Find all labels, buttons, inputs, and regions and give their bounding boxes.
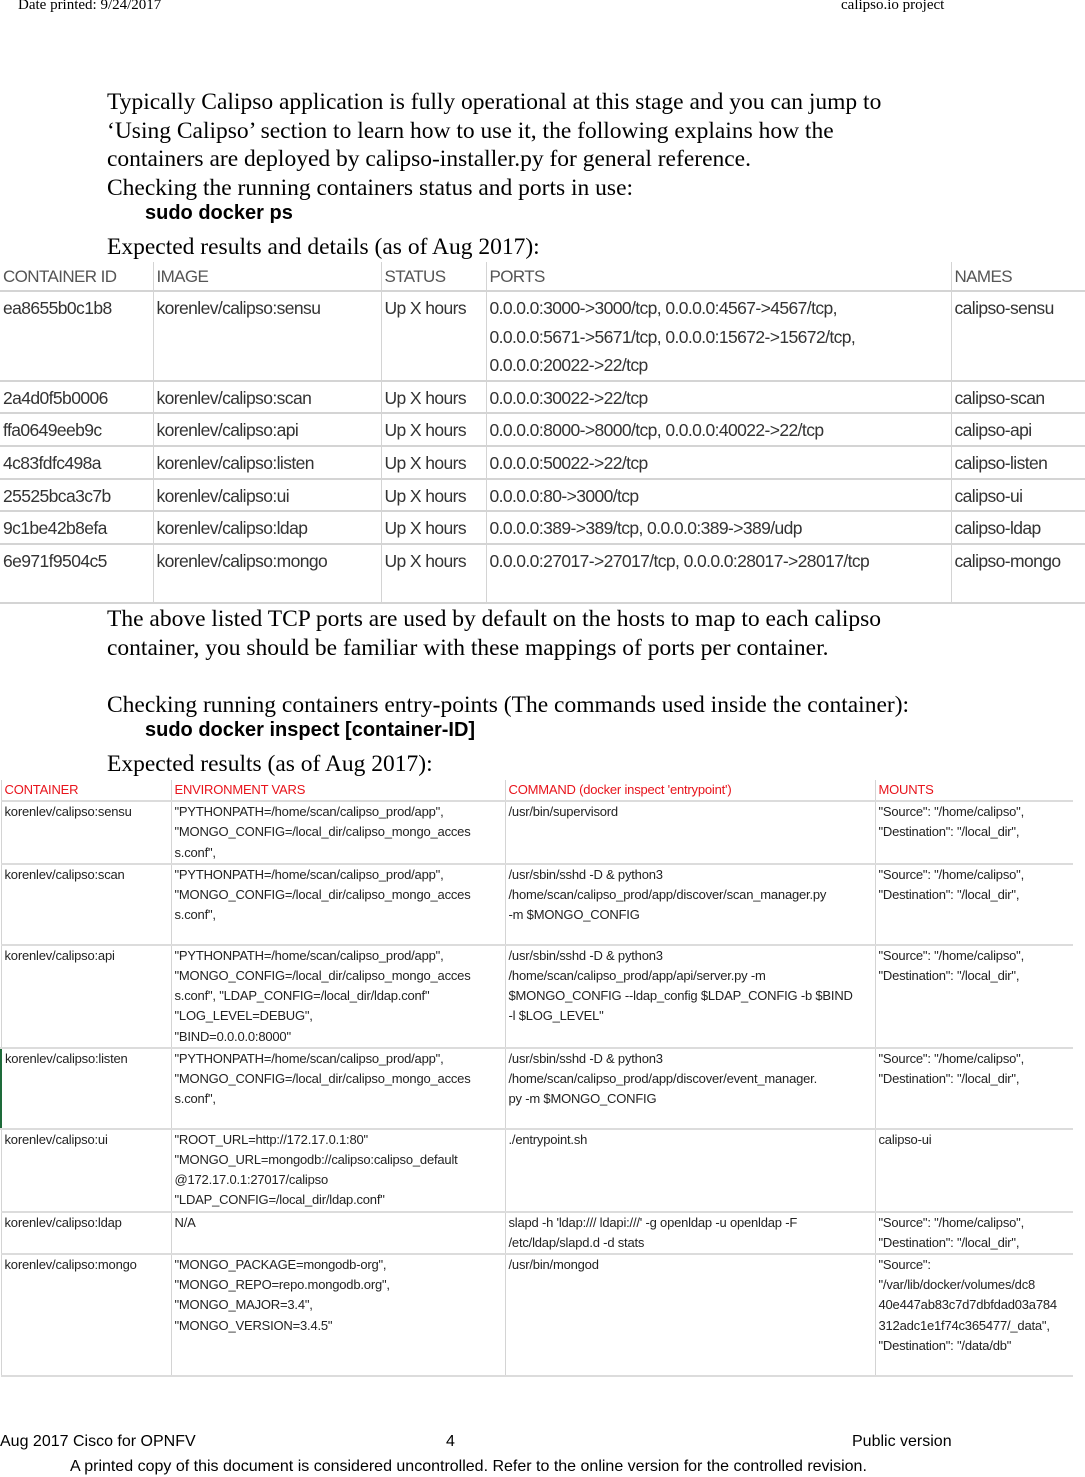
entrypoints-intro: Checking running containers entry-points (The commands used inside the container): (107, 692, 910, 718)
table-cell: calipso-ui (875, 1129, 1073, 1212)
table-cell: /usr/bin/mongod (505, 1254, 875, 1376)
page-number: 4 (446, 1433, 455, 1450)
table-cell: "PYTHONPATH=/home/scan/calipso_prod/app", "MONGO_CONFIG=/local_dir/calipso_mongo_acces s.conf", (171, 801, 505, 864)
table-cell: Up X hours (381, 413, 486, 446)
table-cell: korenlev/calipso:api (153, 413, 381, 446)
column-header: COMMAND (docker inspect 'entrypoint') (505, 780, 875, 801)
table-row (0, 446, 1085, 479)
table-cell: korenlev/calipso:listen (1, 1048, 171, 1129)
table-cell: calipso-mongo (951, 544, 1085, 603)
table-cell: 0.0.0.0:30022->22/tcp (486, 381, 951, 414)
footer-left: Aug 2017 Cisco for OPNFV (0, 1433, 196, 1450)
table-cell: "Source": "/home/calipso", "Destination": "/local_dir", (875, 945, 1073, 1048)
table-cell: 25525bca3c7b (0, 479, 153, 512)
table-header-row (1, 780, 1073, 801)
table-cell: "Source": "/home/calipso", "Destination": "/local_dir", (875, 801, 1073, 864)
expected-results-heading-2: Expected results (as of Aug 2017): (107, 751, 433, 777)
table-row (0, 381, 1085, 414)
table-cell: "Source": "/var/lib/docker/volumes/dc8 40e447ab83c7d7dbfdad03a784 312adc1e1f74c365477/_data", "Destination": "/data/db" (875, 1254, 1073, 1376)
table-cell: ffa0649eeb9c (0, 413, 153, 446)
table-row (1, 864, 1073, 945)
table-cell: slapd -h 'ldap:/// ldapi:///' -g openldap -u openldap -F /etc/ldap/slapd.d -d stats (505, 1212, 875, 1254)
table-cell: calipso-ui (951, 479, 1085, 512)
table-row (0, 544, 1085, 603)
table-cell: 4c83fdfc498a (0, 446, 153, 479)
table-header-row (0, 262, 1085, 291)
expected-results-heading: Expected results and details (as of Aug 2017): (107, 234, 540, 260)
table-cell: 0.0.0.0:3000->3000/tcp, 0.0.0.0:4567->4567/tcp, 0.0.0.0:5671->5671/tcp, 0.0.0.0:15672->15672/tcp, 0.0.0.0:20022->22/tcp (486, 291, 951, 381)
column-header: CONTAINER ID (0, 262, 153, 291)
table-cell: Up X hours (381, 511, 486, 544)
table-cell: calipso-scan (951, 381, 1085, 414)
table-cell: 0.0.0.0:389->389/tcp, 0.0.0.0:389->389/udp (486, 511, 951, 544)
table-cell: ea8655b0c1b8 (0, 291, 153, 381)
table-cell: korenlev/calipso:scan (1, 864, 171, 945)
table-cell: "PYTHONPATH=/home/scan/calipso_prod/app", "MONGO_CONFIG=/local_dir/calipso_mongo_acces s.conf", (171, 1048, 505, 1129)
table-cell: 2a4d0f5b0006 (0, 381, 153, 414)
table-cell: 0.0.0.0:27017->27017/tcp, 0.0.0.0:28017->28017/tcp (486, 544, 951, 603)
table-row (1, 1129, 1073, 1212)
table-row (1, 801, 1073, 864)
docker-inspect-command: sudo docker inspect [container-ID] (145, 719, 476, 741)
table-cell: korenlev/calipso:listen (153, 446, 381, 479)
column-header: ENVIRONMENT VARS (171, 780, 505, 801)
table-cell: 9c1be42b8efa (0, 511, 153, 544)
docker-ps-table (0, 262, 1085, 604)
ports-note: The above listed TCP ports are used by default on the hosts to map to each calipso container, you should be familiar with these mappings of ports per container. (107, 606, 882, 661)
table-cell: Up X hours (381, 544, 486, 603)
table-row (0, 413, 1085, 446)
table-cell: korenlev/calipso:ui (153, 479, 381, 512)
table-cell: korenlev/calipso:ldap (153, 511, 381, 544)
table-cell: /usr/bin/supervisord (505, 801, 875, 864)
table-cell: Up X hours (381, 446, 486, 479)
table-cell: korenlev/calipso:sensu (153, 291, 381, 381)
table-cell: korenlev/calipso:ldap (1, 1212, 171, 1254)
table-cell: "Source": "/home/calipso", "Destination": "/local_dir", (875, 1048, 1073, 1129)
column-header: MOUNTS (875, 780, 1073, 801)
table-cell: calipso-api (951, 413, 1085, 446)
table-cell: ./entrypoint.sh (505, 1129, 875, 1212)
footer-right: Public version (852, 1433, 952, 1450)
table-row (1, 945, 1073, 1048)
table-cell: Up X hours (381, 479, 486, 512)
table-cell: N/A (171, 1212, 505, 1254)
table-cell: /usr/sbin/sshd -D & python3 /home/scan/calipso_prod/app/discover/event_manager. py -m $MONGO_CONFIG (505, 1048, 875, 1129)
table-cell: Up X hours (381, 381, 486, 414)
table-row (0, 479, 1085, 512)
table-row (0, 511, 1085, 544)
table-cell: Up X hours (381, 291, 486, 381)
docker-inspect-table (0, 780, 1073, 1377)
column-header: IMAGE (153, 262, 381, 291)
table-cell: calipso-listen (951, 446, 1085, 479)
project-name: calipso.io project (841, 0, 945, 13)
table-cell: "Source": "/home/calipso", "Destination": "/local_dir", (875, 1212, 1073, 1254)
table-cell: korenlev/calipso:api (1, 945, 171, 1048)
table-cell: "PYTHONPATH=/home/scan/calipso_prod/app", "MONGO_CONFIG=/local_dir/calipso_mongo_acces s.conf", "LDAP_CONFIG=/local_dir/ldap.conf" "LOG_LEVEL=DEBUG", "BIND=0.0.0.0:8000" (171, 945, 505, 1048)
table-cell: /usr/sbin/sshd -D & python3 /home/scan/calipso_prod/app/api/server.py -m $MONGO_CONFIG --ldap_config $LDAP_CONFIG -b $BIND -l $LOG_LEVEL" (505, 945, 875, 1048)
table-row (0, 291, 1085, 381)
table-row (1, 1048, 1073, 1129)
table-cell: "ROOT_URL=http://172.17.0.1:80" "MONGO_URL=mongodb://calipso:calipso_default @172.17.0.1:27017/calipso "LDAP_CONFIG=/local_dir/ldap.conf" (171, 1129, 505, 1212)
table-cell: calipso-ldap (951, 511, 1085, 544)
table-cell: korenlev/calipso:scan (153, 381, 381, 414)
uncontrolled-notice: A printed copy of this document is considered uncontrolled. Refer to the online version for the controlled revision. (70, 1458, 867, 1475)
docker-ps-command: sudo docker ps (145, 202, 293, 224)
table-cell: korenlev/calipso:mongo (153, 544, 381, 603)
table-cell: 6e971f9504c5 (0, 544, 153, 603)
table-cell: calipso-sensu (951, 291, 1085, 381)
table-cell: korenlev/calipso:sensu (1, 801, 171, 864)
intro-paragraph: Typically Calipso application is fully operational at this stage and you can jump to ‘Using Calipso’ section to learn how to use it, the following explains how the containers are deployed by calipso-installer.py for general reference. Checking the running containers status and ports in use: (107, 89, 882, 201)
table-cell: 0.0.0.0:8000->8000/tcp, 0.0.0.0:40022->22/tcp (486, 413, 951, 446)
table-cell: korenlev/calipso:ui (1, 1129, 171, 1212)
column-header: CONTAINER (1, 780, 171, 801)
column-header: STATUS (381, 262, 486, 291)
table-row (1, 1212, 1073, 1254)
table-cell: "MONGO_PACKAGE=mongodb-org", "MONGO_REPO=repo.mongodb.org", "MONGO_MAJOR=3.4", "MONGO_VERSION=3.4.5" (171, 1254, 505, 1376)
column-header: NAMES (951, 262, 1085, 291)
date-printed: Date printed: 9/24/2017 (18, 0, 162, 13)
table-cell: "Source": "/home/calipso", "Destination": "/local_dir", (875, 864, 1073, 945)
table-row (1, 1254, 1073, 1376)
column-header: PORTS (486, 262, 951, 291)
table-cell: korenlev/calipso:mongo (1, 1254, 171, 1376)
table-cell: 0.0.0.0:80->3000/tcp (486, 479, 951, 512)
table-cell: 0.0.0.0:50022->22/tcp (486, 446, 951, 479)
table-cell: "PYTHONPATH=/home/scan/calipso_prod/app", "MONGO_CONFIG=/local_dir/calipso_mongo_acces s.conf", (171, 864, 505, 945)
table-cell: /usr/sbin/sshd -D & python3 /home/scan/calipso_prod/app/discover/scan_manager.py -m $MONGO_CONFIG (505, 864, 875, 945)
